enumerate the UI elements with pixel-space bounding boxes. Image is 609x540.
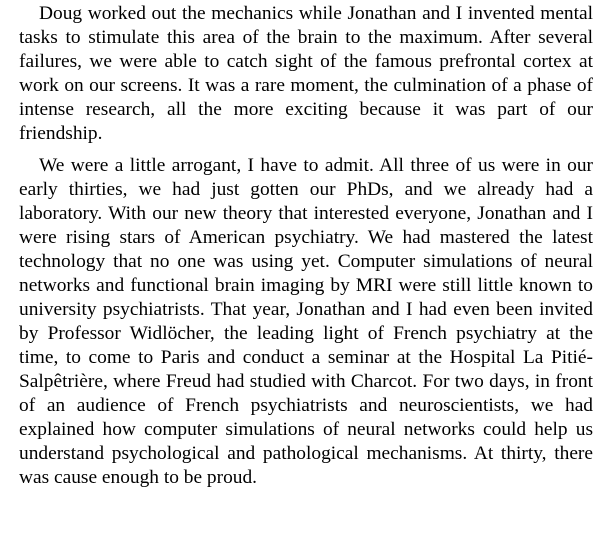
- paragraph-1: Doug worked out the mechanics while Jonathan and I invented mental tasks to stimulate this area of the brain to the maximum. After several failures, we were able to catch sight of the famous prefrontal cortex at work on our screens. It was a rare moment, the culmination of a phase of intense research, all the more exciting because it was part of our friendship.: [19, 3, 593, 144]
- paragraph-2: We were a little arrogant, I have to admit. All three of us were in our early thirties, we had just gotten our PhDs, and we already had a laboratory. With our new theory that interested everyone, Jonathan and I were rising stars of American psychiatry. We had mastered the latest technology that no one was using yet. Computer simulations of neural networks and functional brain imaging by MRI were still little known to university psychiatrists. That year, Jonathan and I had even been invited by Professor Widlöcher, the leading light of French psychiatry at the time, to come to Paris and conduct a seminar at the Hospital La Pitié-Salpêtrière, where Freud had studied with Charcot. For two days, in front of an audience of French psychiatrists and neuroscientists, we had explained how computer simulations of neural networks could help us understand psychological and pathological mechanisms. At thirty, there was cause enough to be proud.: [19, 155, 593, 488]
